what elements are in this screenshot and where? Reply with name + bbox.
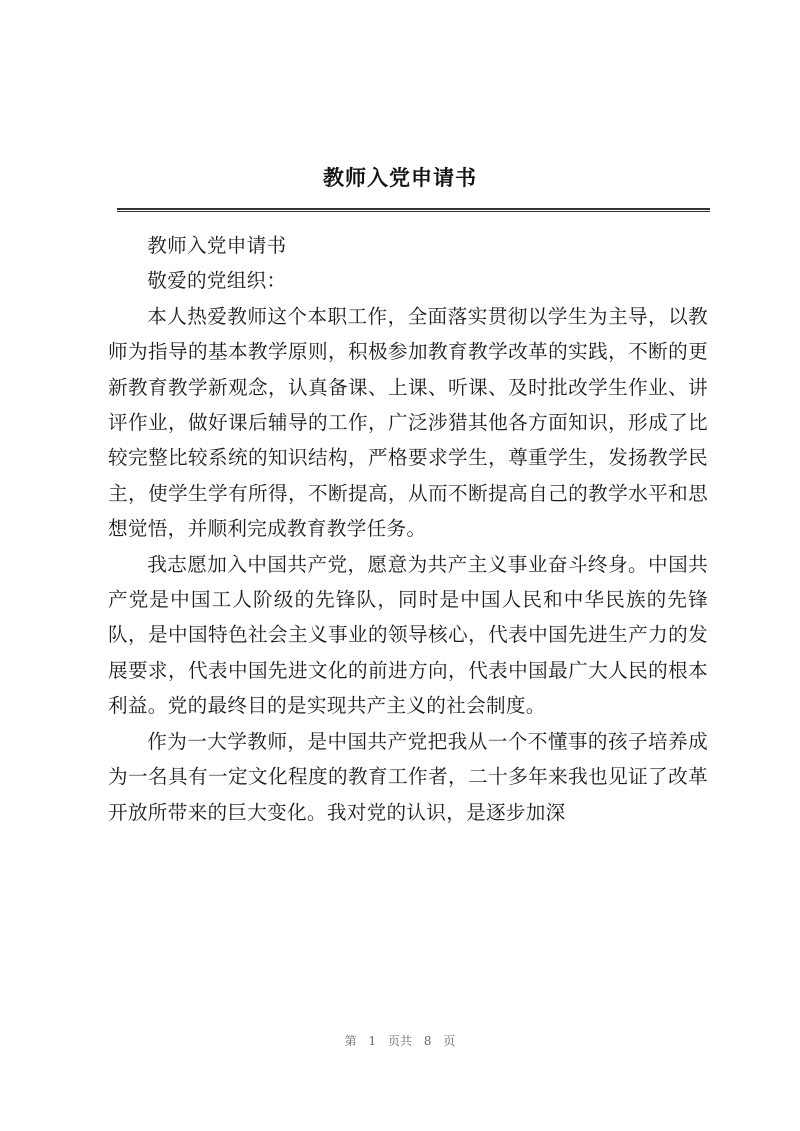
salutation: 敬爱的党组织： xyxy=(147,269,287,293)
paragraph-2: 我志愿加入中国共产党，愿意为共产主义事业奋斗终身。中国共产党是中国工人阶级的先锋队，同时是中国人民和中华民族的先锋队，是中国特色社会主义事业的领导核心，代表中国先进生产力的发展要求，代表中国先进文化的前进方向，代表中国最广大人民的根本利益。党的最终目的是实现共产主义的社会制度。 xyxy=(108,552,708,718)
title-divider xyxy=(117,208,710,212)
footer-middle: 页共 xyxy=(387,1034,412,1048)
body-heading: 教师入党申请书 xyxy=(147,234,287,257)
document-body xyxy=(108,228,708,830)
page-footer xyxy=(0,1032,800,1049)
paragraph-1: 本人热爱教师这个本职工作，全面落实贯彻以学生为主导，以教师为指导的基本教学原则，积极参加教育教学改革的实践，不断的更新教育教学新观念，认真备课、上课、听课、及时批改学生作业、讲评作业，做好课后辅导的工作，广泛涉猎其他各方面知识，形成了比较完整比较系统的知识结构，严格要求学生，尊重学生，发扬教学民主，使学生学有所得，不断提高，从而不断提高自己的教学水平和思想觉悟，并顺利完成教育教学任务。 xyxy=(108,304,708,541)
paragraph-3: 作为一大学教师，是中国共产党把我从一个不懂事的孩子培养成为一名具有一定文化程度的教育工作者，二十多年来我也见证了改革开放所带来的巨大变化。我对党的认识，是逐步加深 xyxy=(108,729,708,824)
document-title: 教师入党申请书 xyxy=(323,165,477,190)
footer-prefix: 第 xyxy=(344,1034,357,1048)
footer-total-pages: 8 xyxy=(423,1034,432,1048)
footer-current-page: 1 xyxy=(368,1034,377,1048)
footer-suffix: 页 xyxy=(443,1034,456,1048)
